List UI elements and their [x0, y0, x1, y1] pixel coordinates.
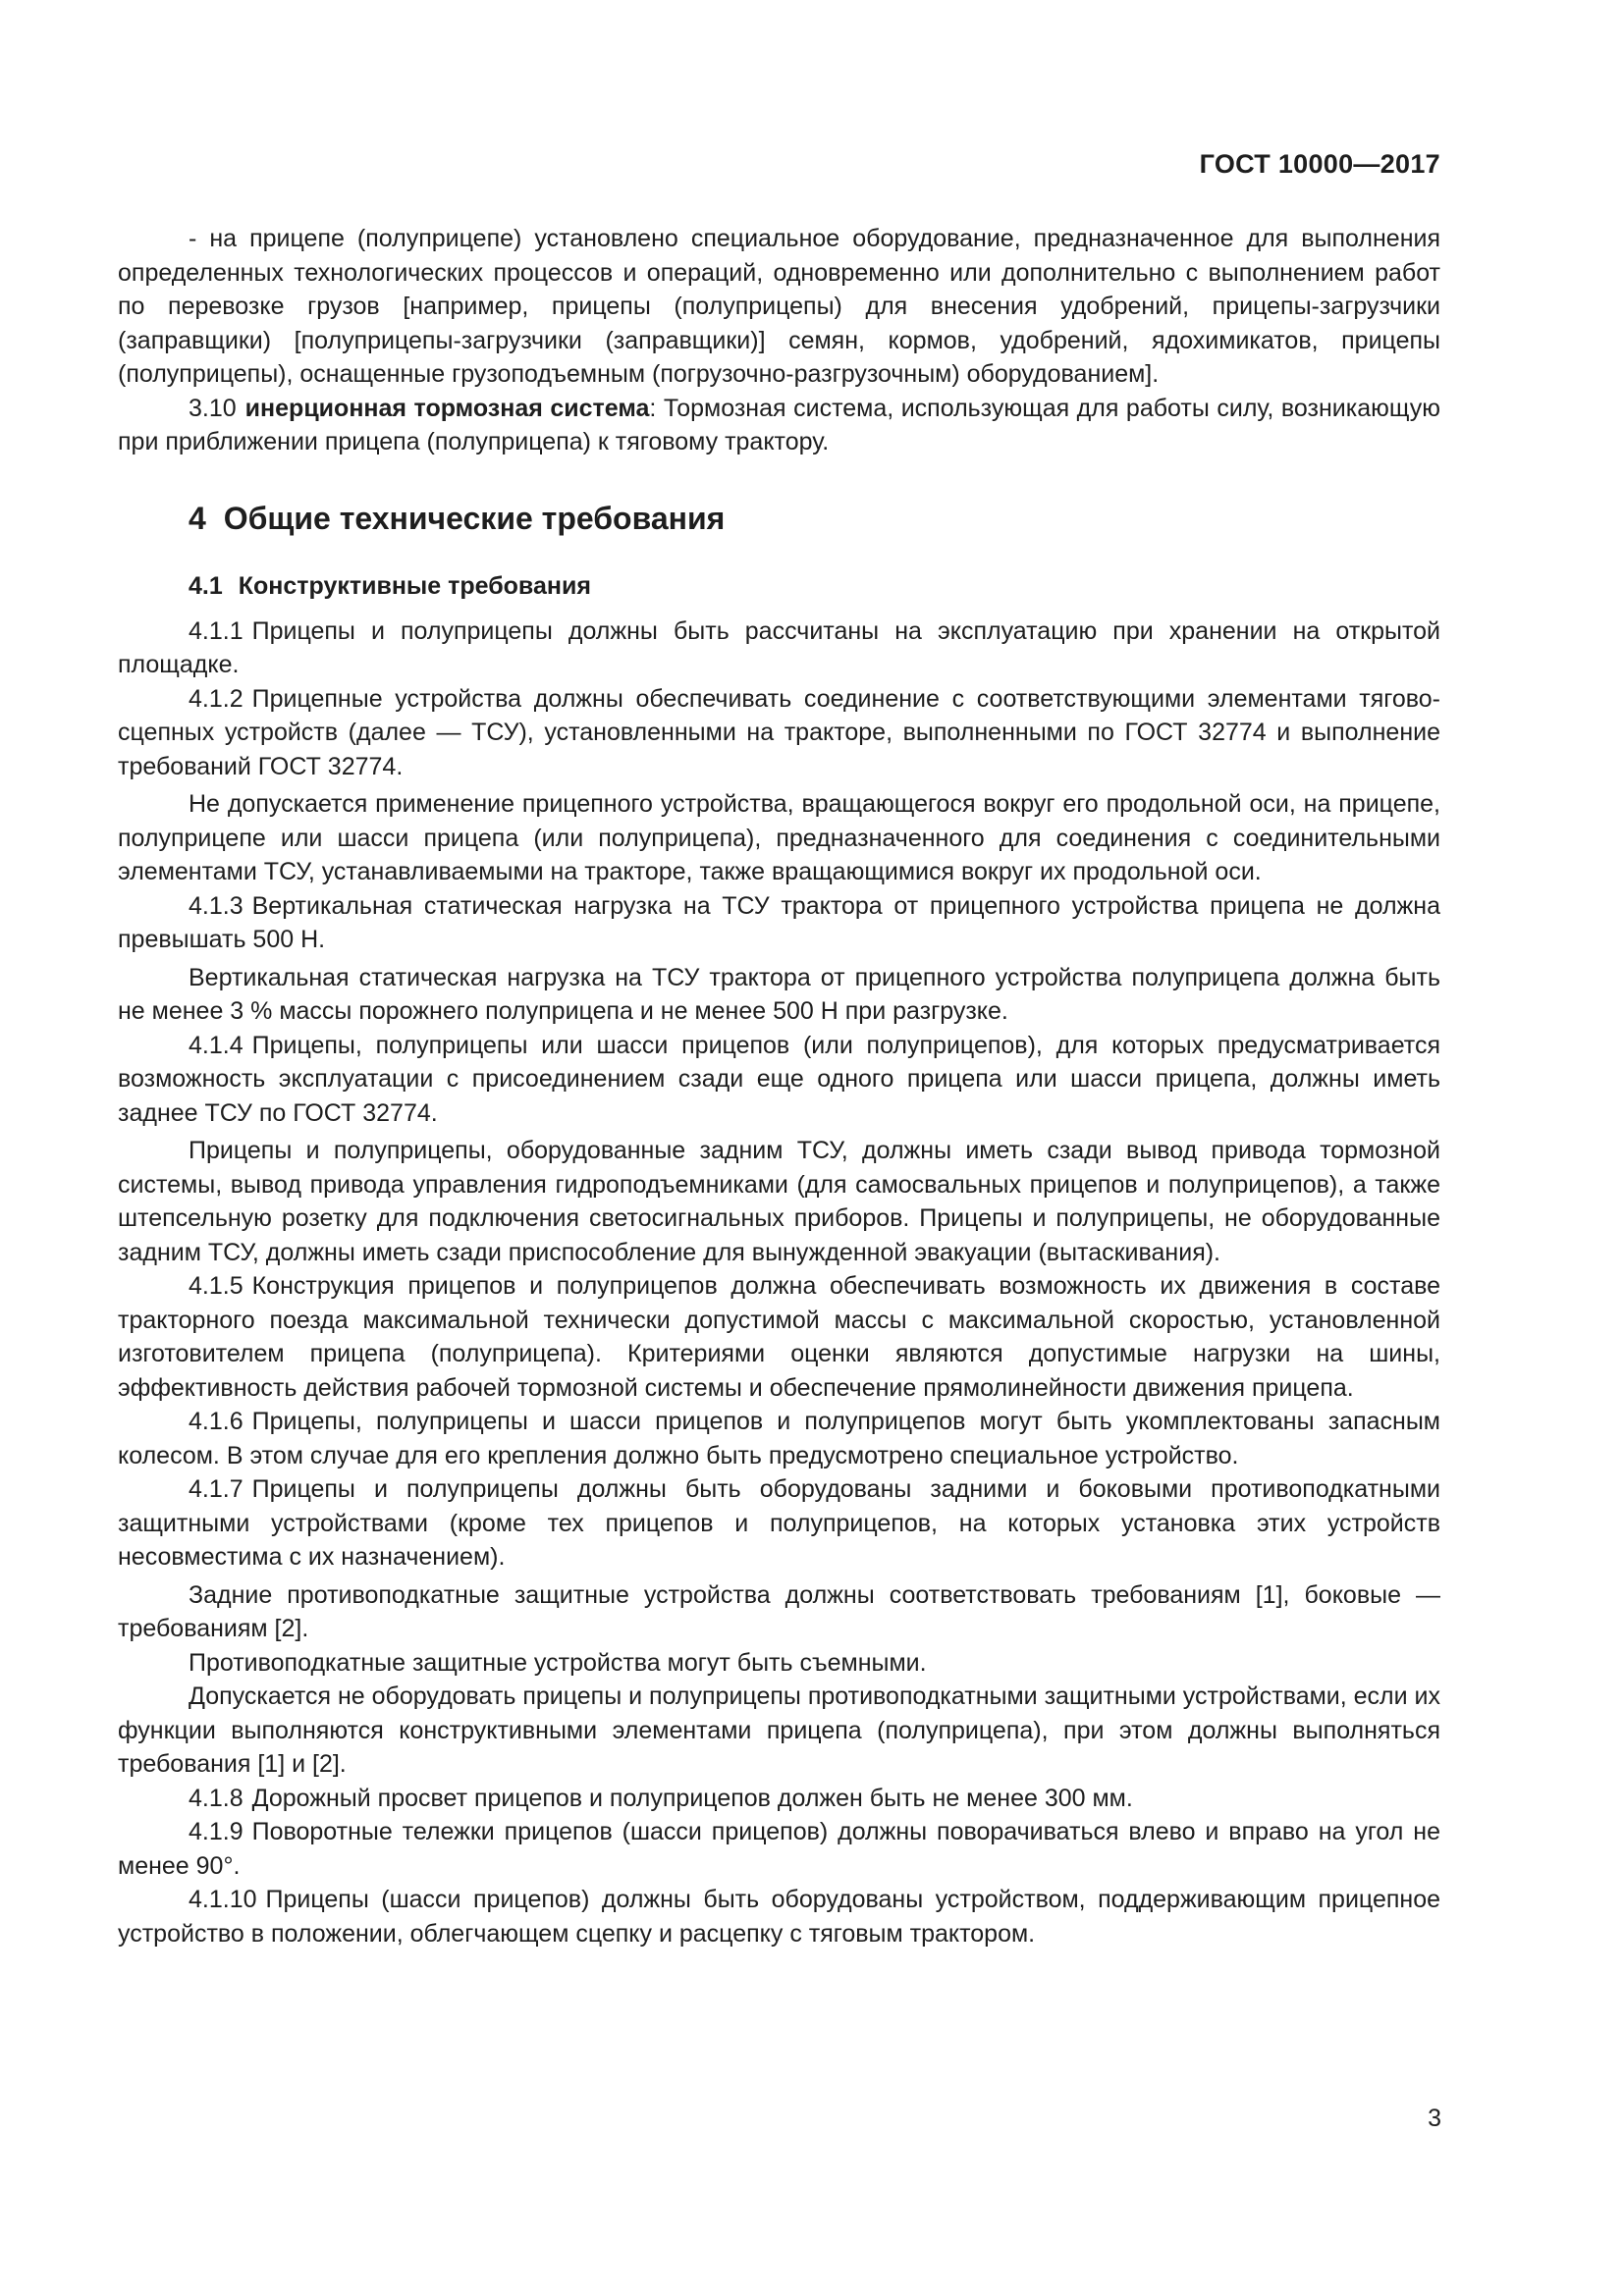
- document-body: [118, 222, 1440, 1950]
- section-title: Общие технические требования: [223, 500, 726, 536]
- clause-number: 4.1.1: [189, 616, 243, 645]
- clause-4-1-1: [118, 614, 1440, 682]
- clause-4-1-9: [118, 1815, 1440, 1883]
- clause-4-1-6: [118, 1405, 1440, 1472]
- clause-text: Прицепы и полуприцепы должны быть оборудованы задними и боковыми противоподкатными защитными устройствами (кроме тех прицепов и полуприцепов, на которых установка этих устройств несовместима с их назначением).: [118, 1475, 1440, 1571]
- clause-4-1-7: [118, 1472, 1440, 1575]
- paragraph: Задние противоподкатные защитные устройства должны соответствовать требованиям [1], боковые — требованиям [2].: [118, 1580, 1440, 1642]
- clause-number: 4.1.8: [189, 1784, 243, 1812]
- term-name: инерционная тормозная система: [244, 394, 650, 422]
- clause-number: 4.1.7: [189, 1475, 243, 1503]
- clause-4-1-2: [118, 682, 1440, 784]
- clause-4-1-5: [118, 1269, 1440, 1405]
- clause-text: Дорожный просвет прицепов и полуприцепов должен быть не менее 300 мм.: [251, 1784, 1133, 1812]
- clause-number: 4.1.5: [189, 1272, 243, 1300]
- clause-4-1-10: [118, 1883, 1440, 1950]
- clause-4-1-3: [118, 889, 1440, 957]
- clause-4-1-4: [118, 1029, 1440, 1131]
- paragraph: Не допускается применение прицепного устройства, вращающегося вокруг его продольной оси, на прицепе, полуприцепе или шасси прицепа (или полуприцепа), предназначенного для соединения с соединительными элементами ТСУ, устанавливаемыми на тракторе, также вращающимися вокруг их продольной оси.: [118, 790, 1440, 885]
- clause-number: 4.1.10: [189, 1886, 257, 1913]
- clause-text: Прицепы (шасси прицепов) должны быть оборудованы устройством, поддерживающим прицепное устройство в положении, облегчающем сцепку и расцепку с тяговым трактором.: [118, 1886, 1440, 1948]
- section-number: 4: [189, 500, 206, 536]
- section-heading: [189, 497, 1440, 540]
- paragraph: - на прицепе (полуприцепе) установлено специальное оборудование, предназначенное для выполнения определенных технологических процессов и операций, одновременно или дополнительно с выполнением работ по перевозке грузов [например, прицепы (полуприцепы) для внесения удобрений, прицепы-загрузчики (заправщики) [полуприцепы-загрузчики (заправщики)] семян, кормов, удобрений, ядохимикатов, прицепы (полуприцепы), оснащенные грузоподъемным (погрузочно-разгрузочным) оборудованием].: [118, 225, 1440, 388]
- term-text: : Тормозная система, использующая для работы силу, возникающую при приближении прицепа (полуприцепа) к тяговому трактору.: [118, 394, 1441, 455]
- paragraph: Вертикальная статическая нагрузка на ТСУ трактора от прицепного устройства полуприцепа должна быть не менее 3 % массы порожнего полуприцепа и не менее 500 Н при разгрузке.: [118, 963, 1440, 1025]
- clause-number: 4.1.4: [189, 1031, 243, 1059]
- standard-header: ГОСТ 10000—2017: [1199, 149, 1440, 179]
- clause-text: Поворотные тележки прицепов (шасси прицепов) должны поворачиваться влево и вправо на угол не менее 90°.: [118, 1818, 1440, 1880]
- clause-text: Прицепы и полуприцепы должны быть рассчитаны на эксплуатацию при хранении на открытой площадке.: [118, 616, 1440, 678]
- subsection-heading: [189, 569, 1440, 603]
- term-number: 3.10: [189, 394, 237, 422]
- clause-number: 4.1.6: [189, 1408, 243, 1435]
- clause-text: Конструкция прицепов и полуприцепов должна обеспечивать возможность их движения в составе тракторного поезда максимальной технически допустимой массы с максимальной скоростью, установленной изготовителем прицепа (полуприцепа). Критериями оценки являются допустимые нагрузки на шины, эффективность действия рабочей тормозной системы и обеспечение прямолинейности движения прицепа.: [118, 1272, 1440, 1402]
- clause-number: 4.1.9: [189, 1818, 243, 1845]
- paragraph: Допускается не оборудовать прицепы и полуприцепы противоподкатными защитными устройствами, если их функции выполняются конструктивными элементами прицепа (полуприцепа), при этом должны выполняться требования [1] и [2].: [118, 1682, 1441, 1778]
- clause-number: 4.1.3: [189, 891, 243, 920]
- term-definition: [118, 392, 1440, 459]
- clause-text: Прицепы, полуприцепы или шасси прицепов (или полуприцепов), для которых предусматривается возможность эксплуатации с присоединением сзади еще одного прицепа или шасси прицепа, должны иметь заднее ТСУ по ГОСТ 32774.: [118, 1031, 1440, 1127]
- page-number: 3: [1428, 2105, 1441, 2132]
- clause-text: Вертикальная статическая нагрузка на ТСУ трактора от прицепного устройства прицепа не должна превышать 500 Н.: [118, 891, 1440, 953]
- paragraph: Прицепы и полуприцепы, оборудованные задним ТСУ, должны иметь сзади вывод привода тормозной системы, вывод привода управления гидроподъемниками (для самосвальных прицепов и полуприцепов), а также штепсельную розетку для подключения светосигнальных приборов. Прицепы и полуприцепы, не оборудованные задним ТСУ, должны иметь сзади приспособление для вынужденной эвакуации (вытаскивания).: [118, 1137, 1440, 1266]
- paragraph: Противоподкатные защитные устройства могут быть съемными.: [189, 1648, 927, 1677]
- clause-number: 4.1.2: [189, 684, 243, 713]
- clause-4-1-8: [118, 1782, 1440, 1816]
- clause-text: Прицепные устройства должны обеспечивать соединение с соответствующими элементами тягово-сцепных устройств (далее — ТСУ), установленными на тракторе, выполненными по ГОСТ 32774 и выполнение требований ГОСТ 32774.: [118, 684, 1440, 780]
- subsection-title: Конструктивные требования: [238, 571, 591, 600]
- clause-text: Прицепы, полуприцепы и шасси прицепов и полуприцепов могут быть укомплектованы запасным колесом. В этом случае для его крепления должно быть предусмотрено специальное устройство.: [118, 1408, 1440, 1469]
- subsection-number: 4.1: [189, 571, 223, 600]
